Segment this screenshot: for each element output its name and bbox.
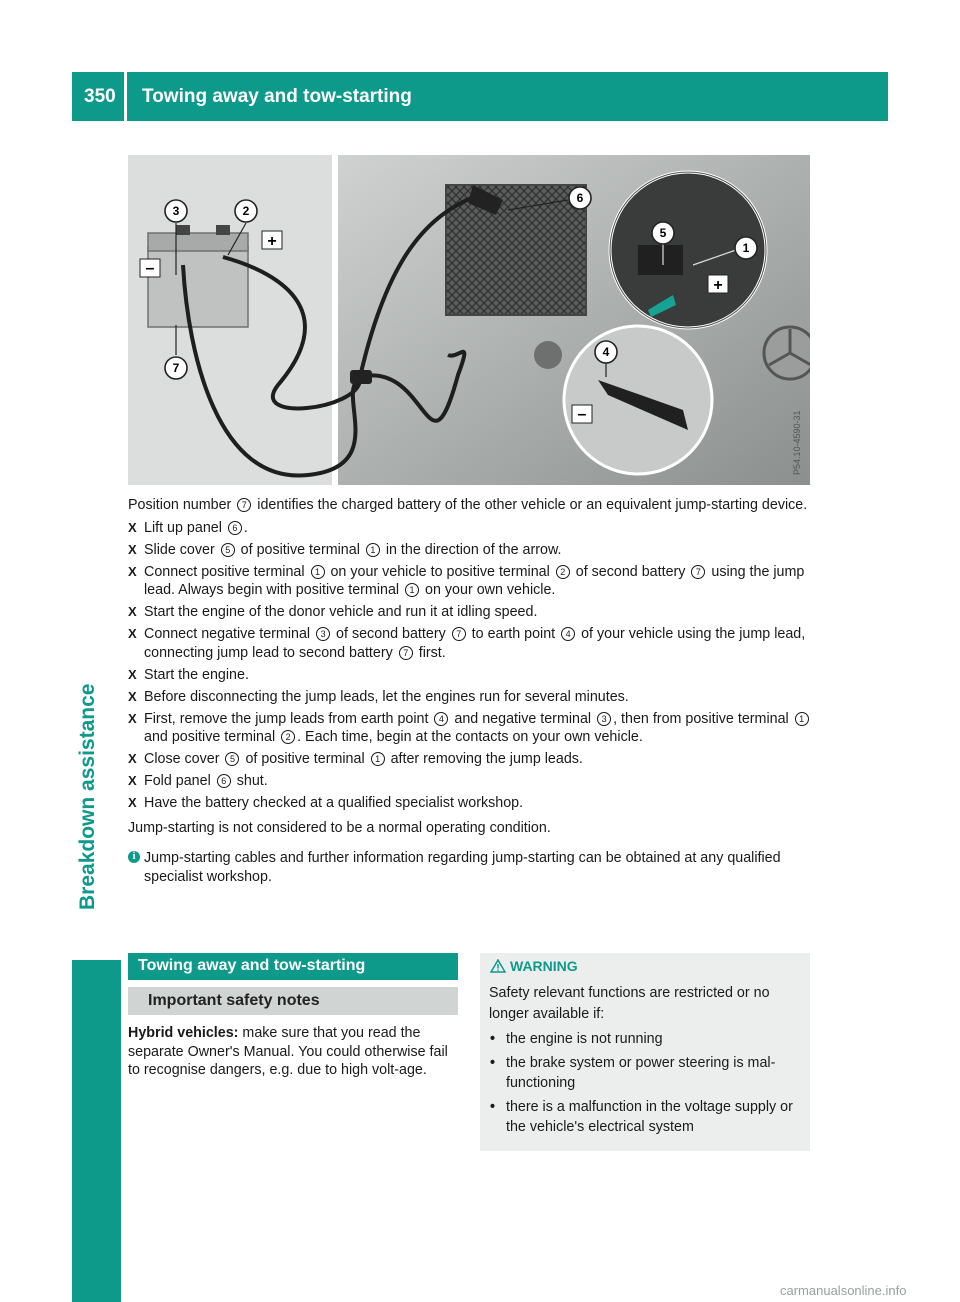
step-text: on your own vehicle. [421,582,556,598]
sidebar-chapter-label: Breakdown assistance [76,683,99,910]
step-text: and negative terminal [450,710,596,727]
step-text: and positive terminal [144,729,280,745]
step-item [128,603,812,622]
page-header [72,72,888,121]
step-marker: X [128,604,137,619]
jump-start-illustration [128,155,810,485]
callout-1: 1 [742,241,750,255]
callout-ref: 2 [556,565,570,579]
step-marker: X [128,751,137,766]
callout-ref: 4 [561,627,575,641]
battery-minus-sign: – [145,260,155,277]
section-heading: Towing away and tow-starting [128,953,458,980]
callout-ref: 1 [311,565,325,579]
step-marker: X [128,666,137,682]
step-text: after removing the jump leads. [386,751,583,767]
illustration-svg [128,155,810,485]
step-text: Close cover [144,751,224,767]
step-item [128,772,812,791]
callout-ref: 1 [371,752,385,766]
callout-ref: 3 [316,627,330,641]
callout-ref: 1 [405,583,419,597]
header-divider [124,72,127,121]
step-text: shut. [232,773,268,789]
step-text: Have the battery checked at a qualified specialist workshop. [144,795,524,811]
step-list [128,519,812,813]
page-number: 350 [84,86,116,107]
step-text: Before disconnecting the jump leads, let the engines run for several minutes. [144,688,629,705]
step-text: of second battery [571,563,690,580]
callout-ref: 7 [691,565,705,579]
warning-intro: Safety relevant functions are restricted or no longer available if: [489,985,770,1022]
step-item [128,710,812,747]
step-text: Fold panel [144,773,215,789]
callout-6: 6 [576,191,584,205]
warning-item: • there is a malfunction in the voltage supply or the vehicle's electrical system [489,1097,807,1137]
step-text: . [243,519,248,536]
warning-box [480,953,810,1151]
callout-ref: 4 [434,712,448,726]
callout-5: 5 [659,226,667,240]
step-marker: X [128,541,137,557]
hybrid-label: Hybrid vehicles: [128,1025,239,1041]
info-icon: i [128,851,140,863]
step-item [128,519,812,538]
step-text: on your vehicle to positive terminal [326,563,554,580]
warning-list [489,1029,807,1137]
warning-triangle-icon [490,959,506,973]
step-item [128,750,812,769]
step-marker: X [128,519,137,535]
instructions [128,496,812,886]
warning-item: • the brake system or power steering is mal-functioning [489,1053,807,1093]
step-text: Lift up panel [144,519,226,536]
info-note [128,849,812,886]
step-item [128,625,812,662]
step-text: using the jump lead. Always begin with positive terminal [144,563,805,598]
figure-code: P54.10-4590-31 [792,410,802,475]
step-text: . Each time, begin at the contacts on your own vehicle. [297,729,643,745]
callout-ref: 5 [225,752,239,766]
step-text: Start the engine. [144,666,249,683]
intro-paragraph: Position number 7 identifies the charged battery of the other vehicle or an equivalent jump-starting device. [128,497,808,513]
callout-ref: 6 [217,774,231,788]
callout-ref: 5 [221,543,235,557]
footer-watermark: carmanualsonline.info [780,1283,907,1298]
step-marker: X [128,795,137,810]
page-title: Towing away and tow-starting [142,86,412,107]
step-text: Connect positive terminal [144,563,309,580]
warning-title: WARNING [510,958,578,974]
callout-ref: 6 [228,521,242,535]
step-item [128,563,812,600]
callout-4: 4 [602,345,610,359]
step-text: Start the engine of the donor vehicle and run it at idling speed. [144,604,538,620]
step-marker: X [128,563,137,579]
step-text: first. [414,644,446,661]
subsection-heading: Important safety notes [128,987,458,1015]
step-text: of positive terminal [241,751,369,767]
callout-2: 2 [242,204,250,218]
callout-ref: 2 [281,730,295,744]
step-item [128,794,812,813]
callout-ref: 7 [399,646,413,660]
battery-plus-sign: + [267,233,277,250]
step-text: Slide cover [144,541,219,558]
hybrid-paragraph [128,1024,462,1080]
step-text: of your vehicle using the jump lead, connecting jump lead to second battery [144,626,806,661]
callout-ref: 7 [237,498,251,512]
step-item [128,541,812,560]
callout-7: 7 [172,361,180,375]
callout-3: 3 [172,204,180,218]
callout-ref: 7 [452,627,466,641]
earth-minus-sign: – [577,406,587,423]
step-marker: X [128,626,137,641]
callout-ref: 3 [597,712,611,726]
step-text: in the direction of the arrow. [381,541,562,558]
step-marker: X [128,688,137,704]
callout-ref: 1 [795,712,809,726]
step-text: to earth point [467,626,560,642]
step-item [128,688,812,707]
info-text: Jump-starting cables and further information regarding jump-starting can be obtained at any qualified specialist workshop. [144,850,781,885]
step-text: Connect negative terminal [144,626,315,642]
terminal-plus-sign: + [713,277,723,294]
step-text: of positive terminal [236,541,364,558]
warning-item: • the engine is not running [489,1029,807,1049]
callout-ref: 1 [366,543,380,557]
step-marker: X [128,710,137,726]
step-marker: X [128,773,137,788]
step-item [128,666,812,685]
condition-text: Jump-starting is not considered to be a normal operating condition. [128,819,551,836]
step-text: First, remove the jump leads from earth point [144,710,433,727]
step-text: , then from positive terminal [613,710,793,727]
step-text: of second battery [332,626,450,642]
hybrid-text: make sure that you read the separate Owner's Manual. You could otherwise fail to recognise dangers, e.g. due to high volt-age. [128,1025,448,1078]
sidebar-tab [72,960,121,1302]
